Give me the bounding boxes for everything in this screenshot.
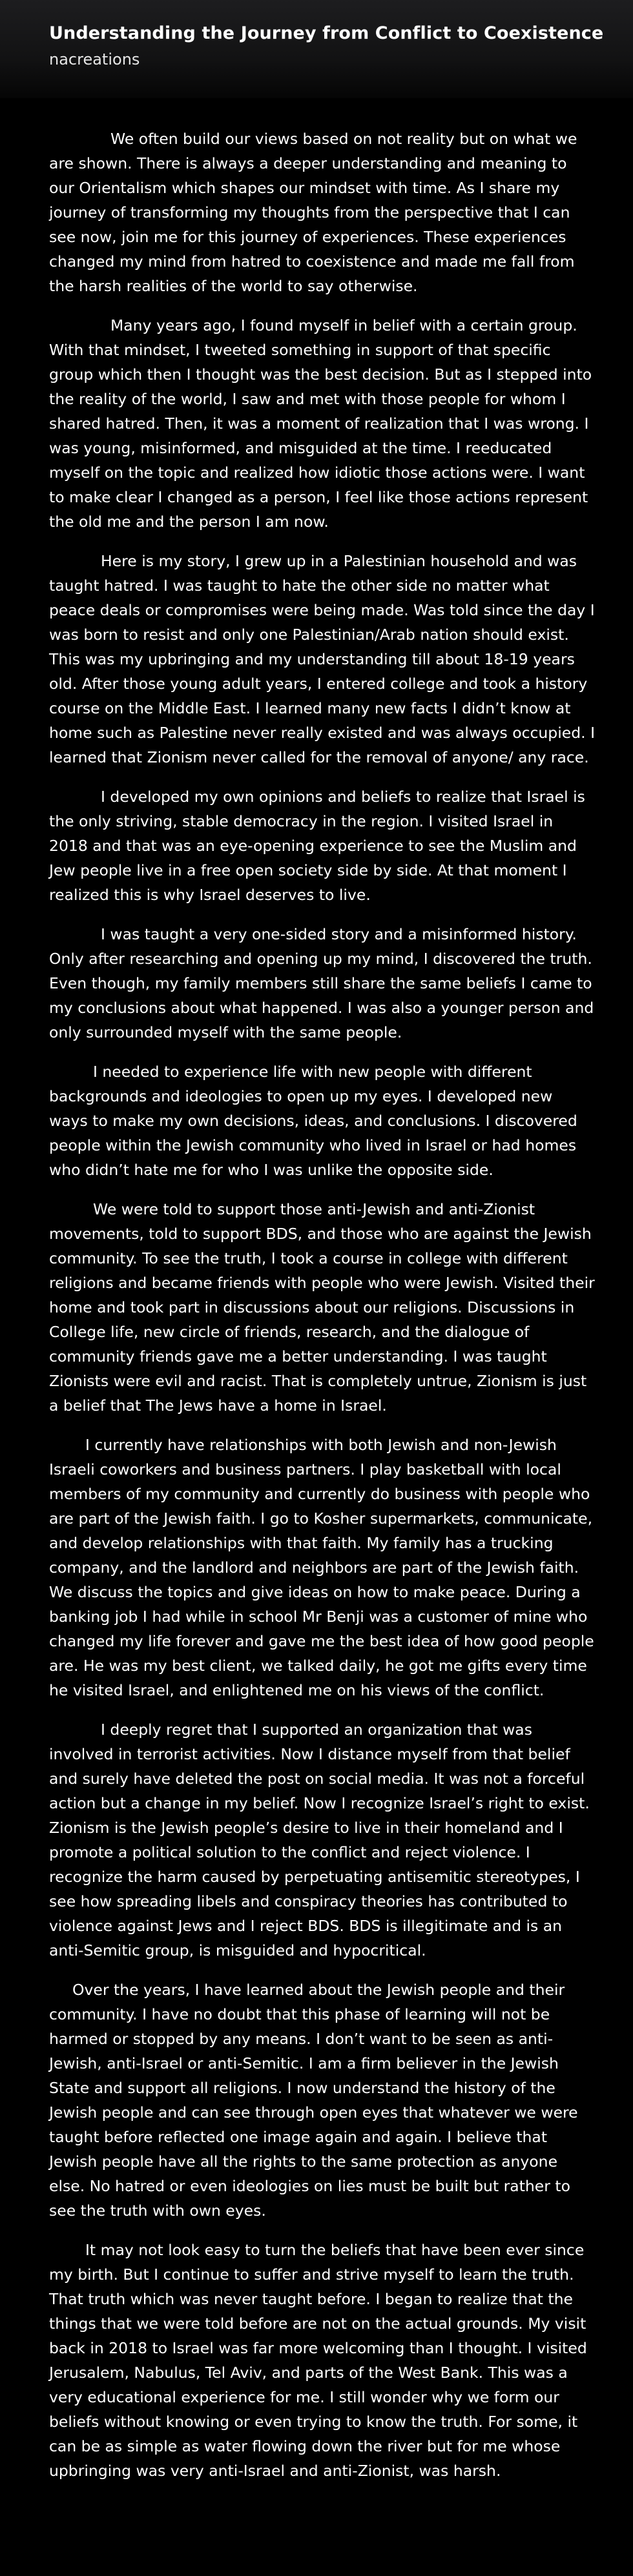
paragraph: I needed to experience life with new people with different backgrounds and ideologies to open up my eyes. I developed new ways to make my own decisions, ideas, and conclusions. I discovered people within the Jewish community who lived in Israel or had homes who didn’t hate me for who I was unlike the opposite side. xyxy=(49,1063,577,1179)
paragraph: I developed my own opinions and beliefs to realize that Israel is the only striving, stable democracy in the region. I visited Israel in 2018 and that was an eye-opening experience to see the Muslim and Jew people live in a free open society side by side. At that moment I realized this is why Israel deserves to live. xyxy=(49,788,585,904)
paragraph: Over the years, I have learned about the Jewish people and their community. I have no doubt that this phase of learning will not be harmed or stopped by any means. I don’t want to be seen as anti-Jewish, anti-Israel or anti-Semitic. I am a firm believer in the Jewish State and support all religions. I now understand the history of the Jewish people and can see through open eyes that whatever we were taught before reflected one image again and again. I believe that Jewish people have all the rights to the same protection as anyone else. No hatred or even ideologies on lies must be built but rather to see the truth with own eyes. xyxy=(49,1981,578,2220)
article-header xyxy=(0,0,633,98)
paragraph: Many years ago, I found myself in belief with a certain group. With that mindset, I tweeted something in support of that specific group which then I thought was the best decision. But as I stepped into the reality of the world, I saw and met with those people for whom I shared hatred. Then, it was a moment of realization that I was wrong. I was young, misinformed, and misguided at the time. I reeducated myself on the topic and realized how idiotic those actions were. I want to make clear I changed as a person, I feel like those actions represent the old me and the person I am now. xyxy=(49,316,592,531)
author-name[interactable]: nacreations xyxy=(49,50,140,68)
article-body xyxy=(0,98,633,2483)
paragraph: I currently have relationships with both Jewish and non-Jewish Israeli coworkers and business partners. I play basketball with local members of my community and currently do business with people who are part of the Jewish faith. I go to Kosher supermarkets, communicate, and develop relationships with that faith. My family has a trucking company, and the landlord and neighbors are part of the Jewish faith. We discuss the topics and give ideas on how to make peace. During a banking job I had while in school Mr Benji was a customer of mine who changed my life forever and gave me the best idea of how good people are. He was my best client, we talked daily, he got me gifts every time he visited Israel, and enlightened me on his views of the conflict. xyxy=(49,1436,594,1699)
paragraph: We were told to support those anti-Jewish and anti-Zionist movements, told to support BDS, and those who are against the Jewish community. To see the truth, I took a course in college with different religions and became friends with people who were Jewish. Visited their home and took part in discussions about our religions. Discussions in College life, new circle of friends, research, and the dialogue of community friends gave me a better understanding. I was taught Zionists were evil and racist. That is completely untrue, Zionism is just a belief that The Jews have a home in Israel. xyxy=(49,1200,595,1415)
paragraph: We often build our views based on not reality but on what we are shown. There is always a deeper understanding and meaning to our Orientalism which shapes our mindset with time. As I share my journey of transforming my thoughts from the perspective that I can see now, join me for this journey of experiences. These experiences changed my mind from hatred to coexistence and made me fall from the harsh realities of the world to say otherwise. xyxy=(49,130,577,295)
paragraph: It may not look easy to turn the beliefs that have been ever since my birth. But I continue to suffer and strive myself to learn the truth. That truth which was never taught before. I began to realize that the things that we were told before are not on the actual grounds. My visit back in 2018 to Israel was far more welcoming than I thought. I visited Jerusalem, Nabulus, Tel Aviv, and parts of the West Bank. This was a very educational experience for me. I still wonder why we form our beliefs without knowing or even trying to know the truth. For some, it can be as simple as water flowing down the river but for me whose upbringing was very anti-Israel and anti-Zionist, was harsh. xyxy=(49,2241,587,2480)
paragraph: I deeply regret that I supported an organization that was involved in terrorist activities. Now I distance myself from that belief and surely have deleted the post on social media. It was not a forceful action but a change in my belief. Now I recognize Israel’s right to exist. Zionism is the Jewish people’s desire to live in their homeland and I promote a political solution to the conflict and reject violence. I recognize the harm caused by perpetuating antisemitic stereotypes, I see how spreading libels and conspiracy theories has contributed to violence against Jews and I reject BDS. BDS is illegitimate and is an anti-Semitic group, is misguided and hypocritical. xyxy=(49,1721,590,1959)
article-title: Understanding the Journey from Conflict to Coexistence xyxy=(49,23,604,43)
paragraph: Here is my story, I grew up in a Palestinian household and was taught hatred. I was taught to hate the other side no matter what peace deals or compromises were being made. Was told since the day I was born to resist and only one Palestinian/Arab nation should exist. This was my upbringing and my understanding till about 18-19 years old. After those young adult years, I entered college and took a history course on the Middle East. I learned many new facts I didn’t know at home such as Palestine never really existed and was always occupied. I learned that Zionism never called for the removal of anyone/ any race. xyxy=(49,552,596,766)
paragraph: I was taught a very one-sided story and a misinformed history. Only after researching and opening up my mind, I discovered the truth. Even though, my family members still share the same beliefs I came to my conclusions about what happened. I was also a younger person and only surrounded myself with the same people. xyxy=(49,925,594,1041)
